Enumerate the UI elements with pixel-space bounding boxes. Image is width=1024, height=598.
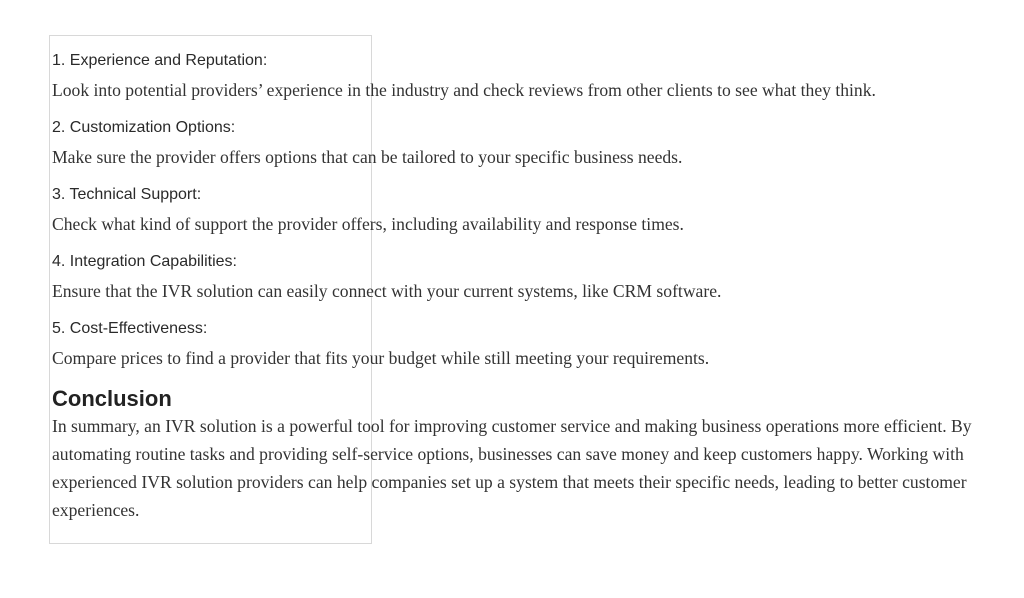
item-title: 1. Experience and Reputation:: [52, 52, 268, 69]
conclusion-paragraph: In summary, an IVR solution is a powerful tool for improving customer service and making business operations more efficient. By automating routine tasks and providing self-service options, businesses can save money and keep customers happy. Working with experienced IVR solution providers can help companies set up a system that meets their specific needs, leading to better customer experiences.: [52, 416, 972, 520]
list-item-customization: [52, 118, 1002, 171]
list-item-integration: [52, 252, 1002, 305]
item-title: 4. Integration Capabilities:: [52, 253, 237, 270]
list-item-cost: [52, 319, 1002, 372]
article-content: [52, 51, 1002, 524]
conclusion-heading: Conclusion: [52, 386, 172, 411]
item-title: 5. Cost-Effectiveness:: [52, 320, 208, 337]
item-title: 2. Customization Options:: [52, 119, 236, 136]
item-body: Compare prices to find a provider that fits your budget while still meeting your requirements.: [52, 348, 710, 368]
item-body: Ensure that the IVR solution can easily connect with your current systems, like CRM software.: [52, 281, 722, 301]
item-body: Check what kind of support the provider offers, including availability and response times.: [52, 214, 684, 234]
item-title: 3. Technical Support:: [52, 186, 202, 203]
item-body: Make sure the provider offers options that can be tailored to your specific business needs.: [52, 147, 683, 167]
item-body: Look into potential providers’ experience in the industry and check reviews from other clients to see what they think.: [52, 80, 876, 100]
list-item-experience: [52, 51, 1002, 104]
list-item-technical-support: [52, 185, 1002, 238]
